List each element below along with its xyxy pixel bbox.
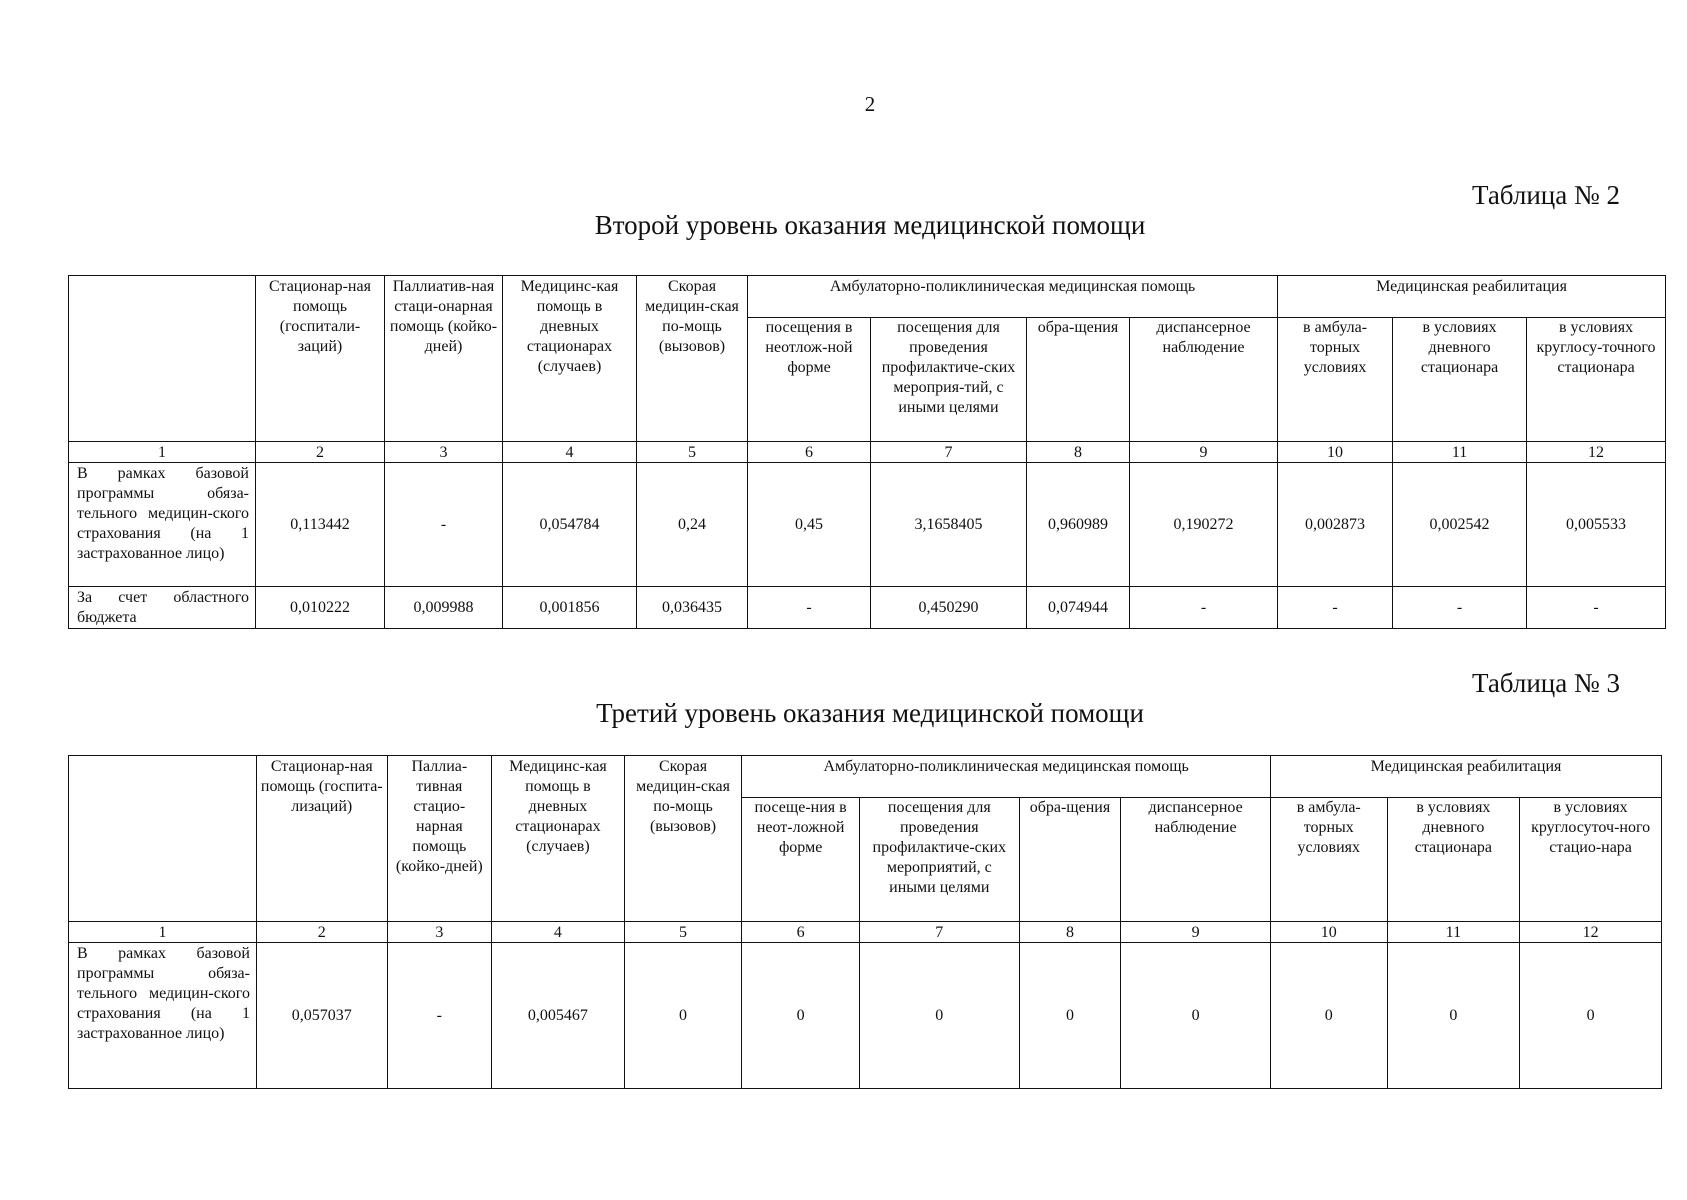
table-row bbox=[69, 943, 1662, 1089]
table-cell: 0,001856 bbox=[503, 587, 637, 629]
column-number: 9 bbox=[1121, 922, 1271, 943]
table-cell: - bbox=[1527, 587, 1666, 629]
table-cell: 0 bbox=[1019, 943, 1121, 1089]
column-number: 11 bbox=[1393, 442, 1527, 463]
header-day-hospital: Медицинс-кая помощь в дневных стационарах (случаев) bbox=[492, 756, 625, 922]
column-number: 9 bbox=[1130, 442, 1278, 463]
header-rehab-outpatient: в амбула-торных условиях bbox=[1278, 318, 1393, 442]
table-3-label: Таблица № 3 bbox=[1472, 668, 1620, 698]
table-row bbox=[69, 463, 1666, 587]
table-cell: 0,190272 bbox=[1130, 463, 1278, 587]
column-number: 7 bbox=[871, 442, 1027, 463]
table-cell: 0 bbox=[1121, 943, 1271, 1089]
table-cell: 0 bbox=[742, 943, 860, 1089]
header-palliative: Паллиатив-ная стаци-онарная помощь (койко-дней) bbox=[385, 276, 503, 442]
column-number: 12 bbox=[1520, 922, 1662, 943]
column-number: 10 bbox=[1270, 922, 1387, 943]
table-cell: - bbox=[385, 463, 503, 587]
header-visits-preventive: посещения для проведения профилактиче-ских мероприятий, с иными целями bbox=[859, 798, 1019, 922]
table-cell: - bbox=[1130, 587, 1278, 629]
header-rehab-day: в условиях дневного стационара bbox=[1393, 318, 1527, 442]
column-number: 2 bbox=[256, 922, 387, 943]
table-cell: - bbox=[1393, 587, 1527, 629]
column-number: 2 bbox=[256, 442, 385, 463]
table-cell: - bbox=[1278, 587, 1393, 629]
header-rehab-day: в условиях дневного стационара bbox=[1387, 798, 1520, 922]
table-cell: 0 bbox=[859, 943, 1019, 1089]
column-number: 4 bbox=[503, 442, 637, 463]
header-rehab-group: Медицинская реабилитация bbox=[1270, 756, 1661, 798]
header-empty bbox=[69, 756, 257, 922]
table-cell: 0,005467 bbox=[492, 943, 625, 1089]
table-cell: 0,45 bbox=[748, 463, 871, 587]
table-cell: 3,1658405 bbox=[871, 463, 1027, 587]
column-number: 5 bbox=[624, 922, 742, 943]
header-outpatient-group: Амбулаторно-поликлиническая медицинская помощь bbox=[742, 756, 1271, 798]
header-dispensary: диспансерное наблюдение bbox=[1130, 318, 1278, 442]
table-cell: 0,450290 bbox=[871, 587, 1027, 629]
header-rehab-24h: в условиях круглосуточ-ного стацио-нара bbox=[1520, 798, 1662, 922]
table-cell: 0 bbox=[1520, 943, 1662, 1089]
column-number: 10 bbox=[1278, 442, 1393, 463]
column-number: 4 bbox=[492, 922, 625, 943]
header-empty bbox=[69, 276, 256, 442]
table-cell: 0,24 bbox=[637, 463, 748, 587]
header-visits-urgent: посещения в неотлож-ной форме bbox=[748, 318, 871, 442]
table-cell: 0 bbox=[1270, 943, 1387, 1089]
table-cell: 0,074944 bbox=[1027, 587, 1130, 629]
header-day-hospital: Медицинс-кая помощь в дневных стационарах (случаев) bbox=[503, 276, 637, 442]
column-number: 7 bbox=[859, 922, 1019, 943]
header-outpatient-group: Амбулаторно-поликлиническая медицинская помощь bbox=[748, 276, 1278, 318]
header-rehab-outpatient: в амбула-торных условиях bbox=[1270, 798, 1387, 922]
header-visits-urgent: посеще-ния в неот-ложной форме bbox=[742, 798, 860, 922]
table-row bbox=[69, 587, 1666, 629]
table-cell: 0,113442 bbox=[256, 463, 385, 587]
column-number: 5 bbox=[637, 442, 748, 463]
header-inpatient: Стационар-ная помощь (госпитали-заций) bbox=[256, 276, 385, 442]
column-number: 11 bbox=[1387, 922, 1520, 943]
table-2 bbox=[68, 275, 1666, 629]
table-cell: 0,005533 bbox=[1527, 463, 1666, 587]
header-appeals: обра-щения bbox=[1027, 318, 1130, 442]
column-number: 8 bbox=[1027, 442, 1130, 463]
row-label: В рамках базовой программы обяза-тельного медицин-ского страхования (на 1 застрахованное лицо) bbox=[69, 943, 257, 1089]
header-inpatient: Стационар-ная помощь (госпита-лизаций) bbox=[256, 756, 387, 922]
column-number: 6 bbox=[742, 922, 860, 943]
table-cell: 0 bbox=[624, 943, 742, 1089]
header-appeals: обра-щения bbox=[1019, 798, 1121, 922]
table-2-title: Второй уровень оказания медицинской помощи bbox=[594, 210, 1146, 240]
table-cell: 0,960989 bbox=[1027, 463, 1130, 587]
table-cell: - bbox=[748, 587, 871, 629]
column-number: 8 bbox=[1019, 922, 1121, 943]
table-cell: 0,057037 bbox=[256, 943, 387, 1089]
table-cell: 0,054784 bbox=[503, 463, 637, 587]
table-cell: 0,010222 bbox=[256, 587, 385, 629]
header-palliative: Паллиа-тивная стацио-нарная помощь (койко-дней) bbox=[387, 756, 492, 922]
table-2-label: Таблица № 2 bbox=[1472, 180, 1620, 210]
row-label: В рамках базовой программы обяза-тельного медицин-ского страхования (на 1 застрахованное лицо) bbox=[69, 463, 256, 587]
table-cell: - bbox=[387, 943, 492, 1089]
page-number: 2 bbox=[864, 92, 876, 116]
header-rehab-group: Медицинская реабилитация bbox=[1278, 276, 1666, 318]
header-ambulance: Скорая медицин-ская по-мощь (вызовов) bbox=[637, 276, 748, 442]
column-number: 12 bbox=[1527, 442, 1666, 463]
column-number: 1 bbox=[69, 442, 256, 463]
table-3-title: Третий уровень оказания медицинской помощи bbox=[596, 698, 1144, 728]
table-cell: 0,036435 bbox=[637, 587, 748, 629]
table-cell: 0,002542 bbox=[1393, 463, 1527, 587]
column-number: 3 bbox=[385, 442, 503, 463]
header-ambulance: Скорая медицин-ская по-мощь (вызовов) bbox=[624, 756, 742, 922]
header-visits-preventive: посещения для проведения профилактиче-ских мероприя-тий, с иными целями bbox=[871, 318, 1027, 442]
header-dispensary: диспансерное наблюдение bbox=[1121, 798, 1271, 922]
table-3 bbox=[68, 755, 1662, 1089]
column-number: 3 bbox=[387, 922, 492, 943]
table-cell: 0,009988 bbox=[385, 587, 503, 629]
table-cell: 0,002873 bbox=[1278, 463, 1393, 587]
column-number: 6 bbox=[748, 442, 871, 463]
row-label: За счет областного бюджета bbox=[69, 587, 256, 629]
column-number: 1 bbox=[69, 922, 257, 943]
table-cell: 0 bbox=[1387, 943, 1520, 1089]
header-rehab-24h: в условиях круглосу-точного стационара bbox=[1527, 318, 1666, 442]
